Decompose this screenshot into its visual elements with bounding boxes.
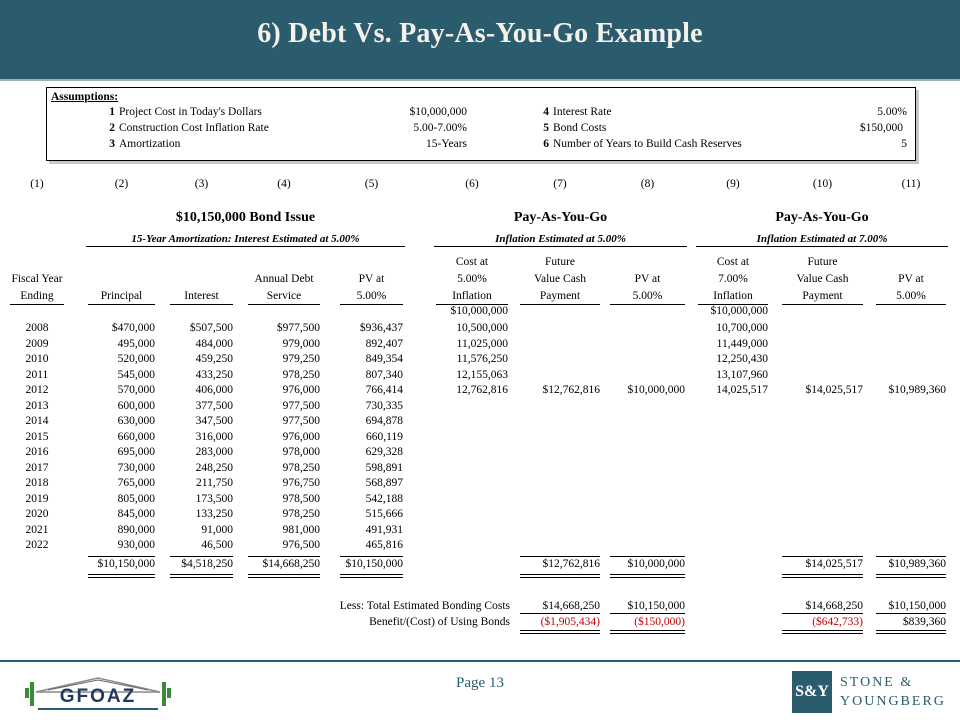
sy-wordmark-line: STONE & (840, 675, 914, 690)
footer-divider (0, 660, 960, 662)
summary-label: Less: Total Estimated Bonding Costs (339, 600, 510, 612)
table-cell: 976,000 (282, 430, 320, 443)
summary-cell: $10,150,000 (627, 600, 685, 612)
total-cell: $4,518,250 (181, 557, 233, 570)
total-cell: $14,025,517 (805, 557, 863, 570)
fiscal-year-cell: 2021 (25, 523, 49, 536)
table-cell: 630,000 (117, 415, 155, 427)
table-cell: 570,000 (117, 384, 155, 396)
total-cell: $12,762,816 (542, 557, 600, 570)
total-double-underline (170, 574, 233, 578)
column-number: (5) (364, 178, 379, 190)
table-cell: 11,576,250 (456, 353, 508, 365)
assumption-value: 5.00% (877, 106, 907, 118)
column-header: Inflation (713, 290, 753, 302)
header-underline (88, 304, 155, 305)
column-number: (4) (277, 178, 291, 190)
total-double-underline (88, 574, 155, 578)
assumption-number: 6 (543, 138, 549, 150)
fiscal-year-cell: 2017 (25, 461, 49, 474)
table-cell: 545,000 (117, 368, 155, 381)
table-cell: 629,328 (365, 446, 403, 458)
table-cell: 695,000 (117, 446, 155, 458)
sy-monogram: S&Y (792, 671, 832, 713)
page-title: 6) Debt Vs. Pay-As-You-Go Example (257, 18, 703, 49)
total-underline (520, 556, 600, 557)
column-header: Service (266, 290, 302, 302)
column-header: Inflation (452, 290, 492, 302)
table-cell: 890,000 (117, 523, 155, 536)
table-cell: 459,250 (195, 353, 233, 365)
column-header: 5.00% (457, 273, 487, 285)
column-header: 7.00% (718, 273, 748, 285)
column-header: 5.00% (896, 290, 926, 302)
header-underline (10, 304, 64, 305)
assumption-number: 1 (109, 106, 115, 118)
summary-cell: ($150,000) (634, 616, 685, 628)
total-underline (88, 556, 155, 557)
table-cell: 46,500 (201, 539, 233, 551)
table-cell: $10,000,000 (627, 384, 685, 396)
column-header: Cost at (455, 256, 489, 268)
assumption-value: 5 (901, 138, 907, 150)
table-cell: $470,000 (111, 322, 155, 334)
summary-cell: ($642,733) (812, 616, 863, 628)
stone-youngberg-logo (792, 671, 952, 715)
table-cell: 766,414 (365, 384, 403, 396)
sy-wordmark-line: YOUNGBERG (840, 694, 946, 709)
column-number: (9) (726, 178, 740, 190)
assumption-value: $10,000,000 (409, 106, 467, 118)
gfoaz-logo-text: GFOAZ (59, 686, 137, 707)
title-divider (0, 79, 960, 81)
column-header: Ending (20, 290, 54, 302)
column-header: PV at (358, 273, 385, 285)
table-cell: 978,250 (282, 368, 320, 381)
table-cell: 13,107,960 (716, 368, 768, 381)
header-underline (520, 304, 600, 305)
summary-cell: $14,668,250 (805, 600, 863, 612)
column-header: Value Cash (796, 273, 849, 285)
table-cell: 10,500,000 (456, 322, 508, 334)
fiscal-year-cell: 2013 (25, 399, 49, 412)
summary-double-underline (876, 630, 946, 634)
total-cell: $10,989,360 (888, 557, 946, 570)
total-double-underline (782, 574, 863, 578)
table-cell: 979,250 (282, 353, 320, 365)
total-underline (610, 556, 685, 557)
table-cell: 433,250 (195, 368, 233, 381)
summary-label: Benefit/(Cost) of Using Bonds (369, 616, 510, 628)
table-cell: 173,500 (195, 492, 233, 505)
table-cell: 12,155,063 (456, 368, 508, 381)
fiscal-year-cell: 2008 (25, 322, 49, 334)
assumption-label: Number of Years to Build Cash Reserves (553, 138, 742, 150)
column-header: Value Cash (533, 273, 587, 285)
fiscal-year-cell: 2016 (25, 446, 49, 458)
table-cell: 845,000 (117, 508, 155, 520)
table-cell: 930,000 (117, 539, 155, 551)
column-header: 5.00% (356, 290, 387, 302)
table-cell: 694,878 (365, 415, 403, 427)
header-underline (340, 304, 403, 305)
total-double-underline (520, 574, 600, 578)
column-number: (1) (30, 178, 44, 190)
column-header: Future (544, 256, 576, 268)
column-number: (2) (114, 178, 129, 190)
assumption-label: Project Cost in Today's Dollars (119, 106, 262, 118)
table-cell: 10,700,000 (716, 322, 768, 334)
table-cell: 978,250 (282, 461, 320, 474)
assumption-number: 5 (543, 122, 549, 134)
header-underline (610, 304, 685, 305)
table-cell: 491,931 (365, 523, 403, 536)
summary-double-underline (610, 630, 685, 634)
header-underline (170, 304, 233, 305)
table-cell: 978,250 (282, 508, 320, 520)
table-cell: 978,500 (282, 492, 320, 505)
table-cell: 316,000 (195, 430, 233, 443)
assumption-number: 3 (109, 138, 115, 150)
table-cell: 406,000 (195, 384, 233, 396)
summary-underline (782, 613, 863, 614)
table-cell: 12,250,430 (716, 353, 768, 365)
table-cell: 805,000 (117, 492, 155, 505)
table-cell: 730,000 (117, 461, 155, 474)
column-number: (7) (553, 178, 567, 190)
table-cell: $10,989,360 (888, 384, 946, 396)
header-underline (782, 304, 863, 305)
table-cell: $936,437 (359, 322, 403, 334)
table-cell: 377,500 (195, 399, 233, 412)
table-cell: 515,666 (365, 508, 403, 520)
column-header: PV at (898, 273, 924, 285)
fiscal-year-cell: 2009 (25, 337, 49, 350)
fiscal-year-cell: 2014 (25, 415, 49, 427)
gfoaz-logo (18, 672, 178, 712)
table-cell: 11,449,000 (716, 337, 768, 350)
title-bar (0, 0, 960, 79)
table-cell: 12,762,816 (456, 384, 508, 396)
fiscal-year-cell: 2019 (25, 492, 49, 505)
summary-double-underline (520, 630, 600, 634)
column-header: Payment (802, 290, 843, 302)
total-double-underline (340, 574, 403, 578)
table-cell: 600,000 (117, 399, 155, 412)
fiscal-year-cell: 2020 (25, 508, 49, 520)
section-subtitle: Inflation Estimated at 5.00% (434, 233, 687, 247)
table-cell: 347,500 (195, 415, 233, 427)
table-cell: 977,500 (282, 415, 320, 427)
total-underline (170, 556, 233, 557)
total-double-underline (876, 574, 946, 578)
column-header: 5.00% (632, 290, 663, 302)
column-header: Annual Debt (254, 273, 314, 285)
table-cell: 465,816 (365, 539, 403, 551)
table-cell: 660,000 (117, 430, 155, 443)
table-cell: 660,119 (366, 430, 403, 443)
column-header: Future (807, 256, 838, 268)
fiscal-year-cell: 2015 (25, 430, 49, 443)
table-cell: 892,407 (365, 337, 403, 350)
total-cell: $10,150,000 (345, 557, 403, 570)
total-underline (248, 556, 320, 557)
column-number: (6) (465, 178, 479, 190)
table-cell: $14,025,517 (805, 384, 863, 396)
summary-underline (876, 613, 946, 614)
table-cell: 979,000 (282, 337, 320, 350)
table-cell: 542,188 (365, 492, 403, 505)
table-cell: 977,500 (282, 399, 320, 412)
table-cell: 849,354 (365, 353, 403, 365)
table-cell: 283,000 (195, 446, 233, 458)
sy-wordmark (840, 673, 946, 711)
column-number: (3) (194, 178, 209, 190)
section-title: Pay-As-You-Go (513, 210, 608, 225)
assumption-label: Amortization (119, 138, 181, 150)
column-header: Principal (100, 290, 143, 302)
table-cell: 14,025,517 (716, 384, 768, 396)
table-cell: 807,340 (365, 368, 403, 381)
summary-underline (520, 613, 600, 614)
section-title: $10,150,000 Bond Issue (175, 210, 316, 225)
column-header: Cost at (716, 256, 750, 268)
summary-double-underline (782, 630, 863, 634)
table-cell: $10,000,000 (710, 305, 768, 317)
assumptions-box (46, 87, 916, 161)
fiscal-year-cell: 2022 (25, 539, 49, 551)
section-subtitle: 15-Year Amortization: Interest Estimated at 5.00% (86, 233, 405, 247)
table-cell: 484,000 (195, 337, 233, 350)
table-cell: 133,250 (195, 508, 233, 520)
assumption-value: $150,000 (859, 122, 903, 134)
table-cell: 765,000 (117, 477, 155, 489)
total-cell: $10,150,000 (97, 557, 155, 570)
column-number: (10) (812, 178, 833, 190)
table-cell: 11,025,000 (456, 337, 508, 350)
total-cell: $10,000,000 (627, 557, 685, 570)
table-cell: 981,000 (282, 523, 320, 536)
table-cell: $12,762,816 (542, 384, 600, 396)
assumption-value: 15-Years (426, 138, 467, 150)
assumption-number: 2 (109, 122, 115, 134)
summary-cell: $10,150,000 (888, 600, 946, 612)
table-cell: 91,000 (201, 523, 233, 536)
table-cell: 978,000 (282, 446, 320, 458)
total-underline (340, 556, 403, 557)
fiscal-year-cell: 2012 (25, 384, 49, 396)
assumption-label: Bond Costs (553, 122, 607, 134)
assumption-value: 5.00-7.00% (413, 122, 467, 134)
column-number: (11) (901, 178, 921, 190)
table-cell: 568,897 (365, 477, 403, 489)
summary-underline (610, 613, 685, 614)
table-cell: 976,500 (282, 539, 320, 551)
column-header: Interest (184, 290, 219, 302)
assumption-label: Interest Rate (553, 106, 612, 118)
table-cell: 248,250 (195, 461, 233, 474)
assumption-label: Construction Cost Inflation Rate (119, 122, 269, 134)
table-cell: 730,335 (365, 399, 403, 412)
header-underline (876, 304, 946, 305)
total-double-underline (248, 574, 320, 578)
total-underline (876, 556, 946, 557)
table-cell: 598,891 (365, 461, 403, 474)
assumptions-heading: Assumptions: (51, 91, 119, 103)
fiscal-year-cell: 2018 (25, 477, 49, 489)
summary-cell: $14,668,250 (542, 600, 600, 612)
table-cell: $977,500 (276, 322, 320, 334)
column-header: Fiscal Year (11, 273, 63, 285)
section-subtitle: Inflation Estimated at 7.00% (696, 233, 948, 247)
summary-cell: $839,360 (902, 616, 946, 628)
header-underline (248, 304, 320, 305)
page-number: Page 13 (456, 675, 504, 691)
total-double-underline (610, 574, 685, 578)
summary-cell: ($1,905,434) (540, 616, 600, 628)
table-cell: 495,000 (117, 337, 155, 350)
section-title: Pay-As-You-Go (775, 210, 869, 225)
table-cell: 211,750 (196, 477, 233, 489)
total-underline (782, 556, 863, 557)
table-cell: 520,000 (117, 353, 155, 365)
table-cell: 976,000 (282, 384, 320, 396)
total-cell: $14,668,250 (262, 557, 320, 570)
column-header: PV at (634, 273, 661, 285)
column-number: (8) (640, 178, 655, 190)
table-cell: $507,500 (189, 322, 233, 334)
fiscal-year-cell: 2010 (25, 353, 49, 365)
table-cell: 976,750 (282, 477, 320, 489)
assumption-number: 4 (543, 106, 549, 118)
table-cell: $10,000,000 (450, 305, 508, 317)
column-header: Payment (539, 290, 581, 302)
fiscal-year-cell: 2011 (25, 368, 49, 381)
